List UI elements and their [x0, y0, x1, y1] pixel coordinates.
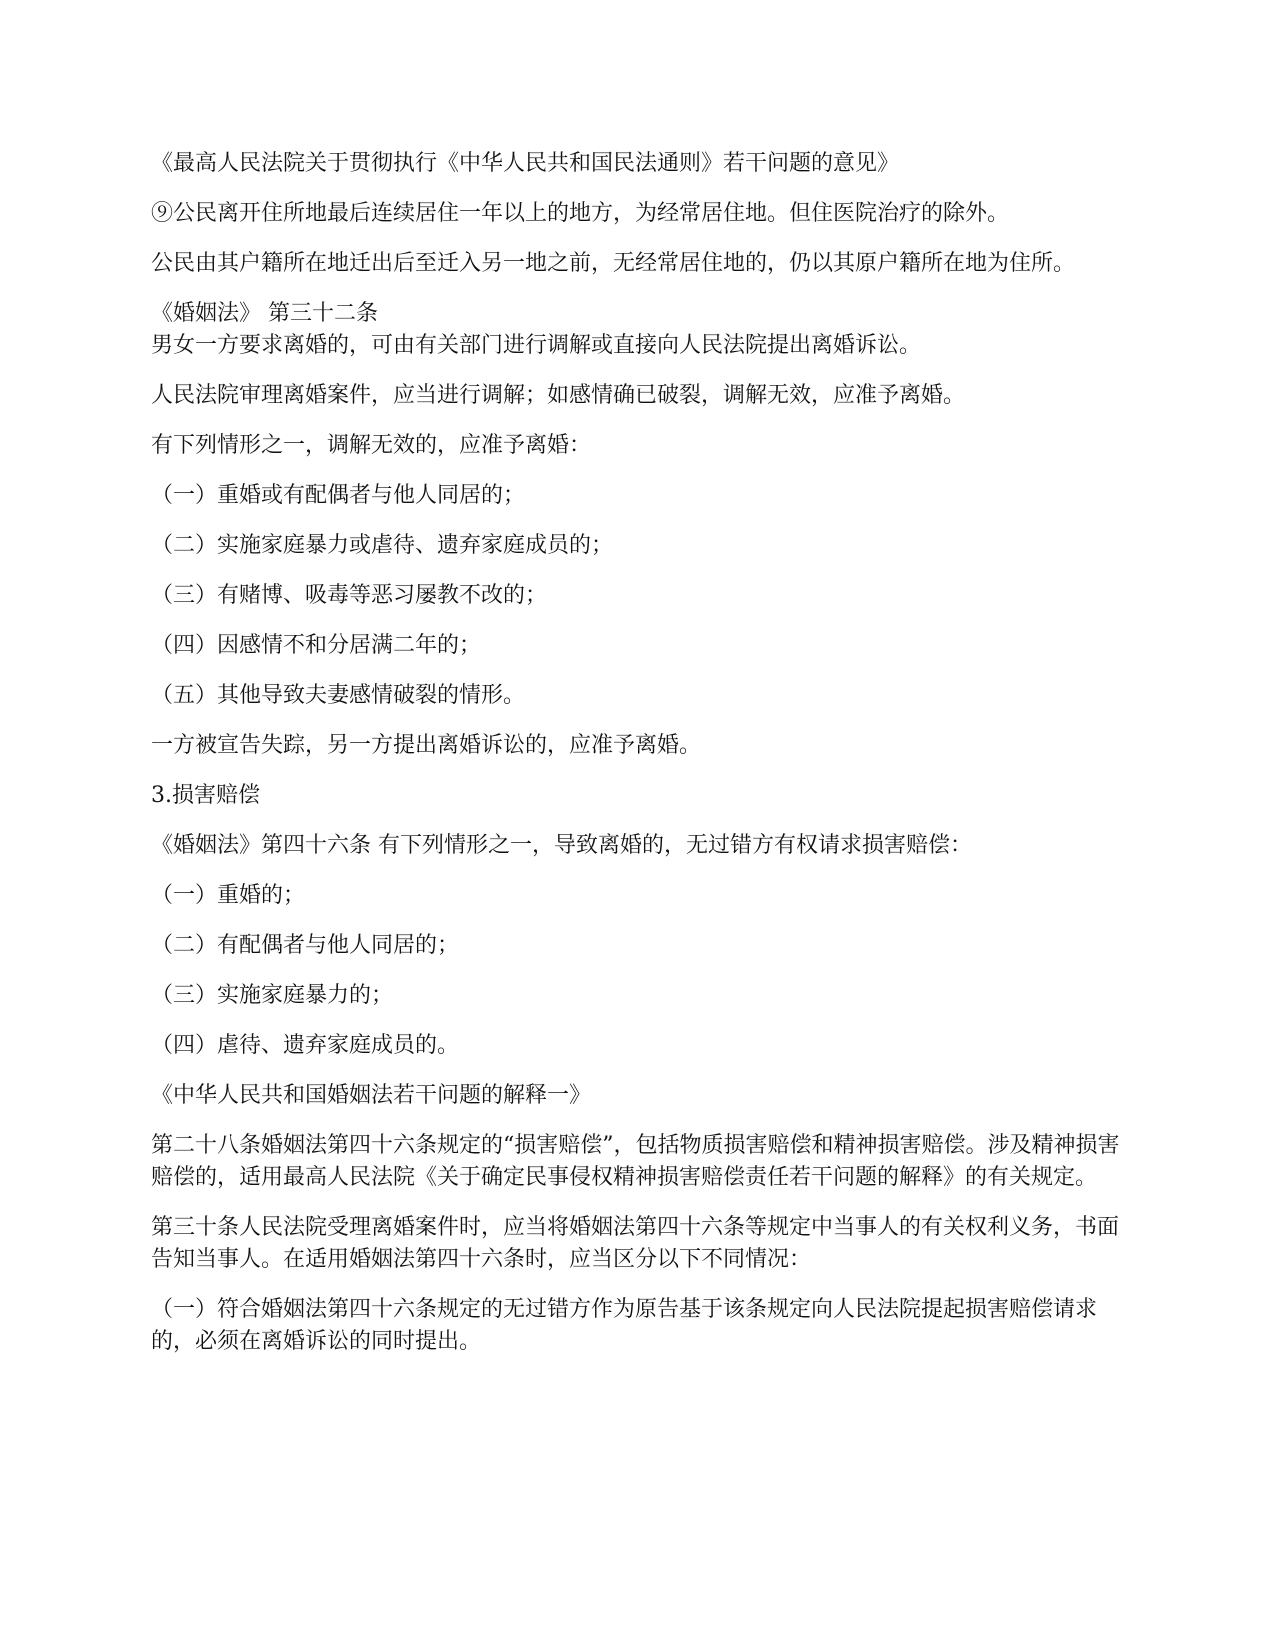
paragraph-article-32-heading: 《婚姻法》 第三十二条 — [151, 301, 378, 326]
paragraph-household-registration: 公民由其户籍所在地迁出后至迁入另一地之前，无经常居住地的，仍以其原户籍所在地为住所。 — [151, 251, 1076, 276]
paragraph-article-46: 《婚姻法》第四十六条 有下列情形之一，导致离婚的，无过错方有权请求损害赔偿： — [151, 833, 972, 858]
document-page — [151, 148, 1126, 1376]
list-item: （四）因感情不和分居满二年的； — [151, 633, 482, 658]
list-item: （四）虐待、遗弃家庭成员的。 — [151, 1033, 460, 1058]
paragraph-conditions-intro: 有下列情形之一，调解无效的，应准予离婚： — [151, 433, 592, 458]
paragraph-missing-person: 一方被宣告失踪，另一方提出离婚诉讼的，应准予离婚。 — [151, 733, 702, 758]
list-item: （五）其他导致夫妻感情破裂的情形。 — [151, 683, 526, 708]
list-item: （二）有配偶者与他人同居的； — [151, 933, 460, 958]
paragraph-article-30: 第三十条人民法院受理离婚案件时，应当将婚姻法第四十六条等规定中当事人的有关权利义务，书面告知当事人。在适用婚姻法第四十六条时，应当区分以下不同情况： — [151, 1215, 1120, 1272]
paragraph-residence-9: ⑨公民离开住所地最后连续居住一年以上的地方，为经常居住地。但住医院治疗的除外。 — [151, 201, 1010, 226]
paragraph-article-28: 第二十八条婚姻法第四十六条规定的“损害赔偿”，包括物质损害赔偿和精神损害赔偿。涉及精神损害赔偿的，适用最高人民法院《关于确定民事侵权精神损害赔偿责任若干问题的解释》的有关规定。 — [151, 1133, 1120, 1190]
paragraph-court-mediation: 人民法院审理离婚案件，应当进行调解；如感情确已破裂，调解无效，应准予离婚。 — [151, 383, 966, 408]
list-item: （一）重婚或有配偶者与他人同居的； — [151, 483, 526, 508]
paragraph-interpretation-title: 《中华人民共和国婚姻法若干问题的解释一》 — [151, 1083, 592, 1108]
list-item: （一）重婚的； — [151, 883, 306, 908]
paragraph-divorce-request: 男女一方要求离婚的，可由有关部门进行调解或直接向人民法院提出离婚诉讼。 — [151, 333, 922, 358]
paragraph-article-30-item-1: （一）符合婚姻法第四十六条规定的无过错方作为原告基于该条规定向人民法院提起损害赔偿请求的，必须在离婚诉讼的同时提出。 — [151, 1297, 1098, 1354]
list-item: （三）实施家庭暴力的； — [151, 983, 394, 1008]
list-item: （三）有赌博、吸毒等恶习屡教不改的； — [151, 583, 548, 608]
section-heading-damages: 3.损害赔偿 — [151, 783, 260, 808]
paragraph-title-opinion: 《最高人民法院关于贯彻执行《中华人民共和国民法通则》若干问题的意见》 — [151, 151, 900, 176]
list-item: （二）实施家庭暴力或虐待、遗弃家庭成员的； — [151, 533, 614, 558]
